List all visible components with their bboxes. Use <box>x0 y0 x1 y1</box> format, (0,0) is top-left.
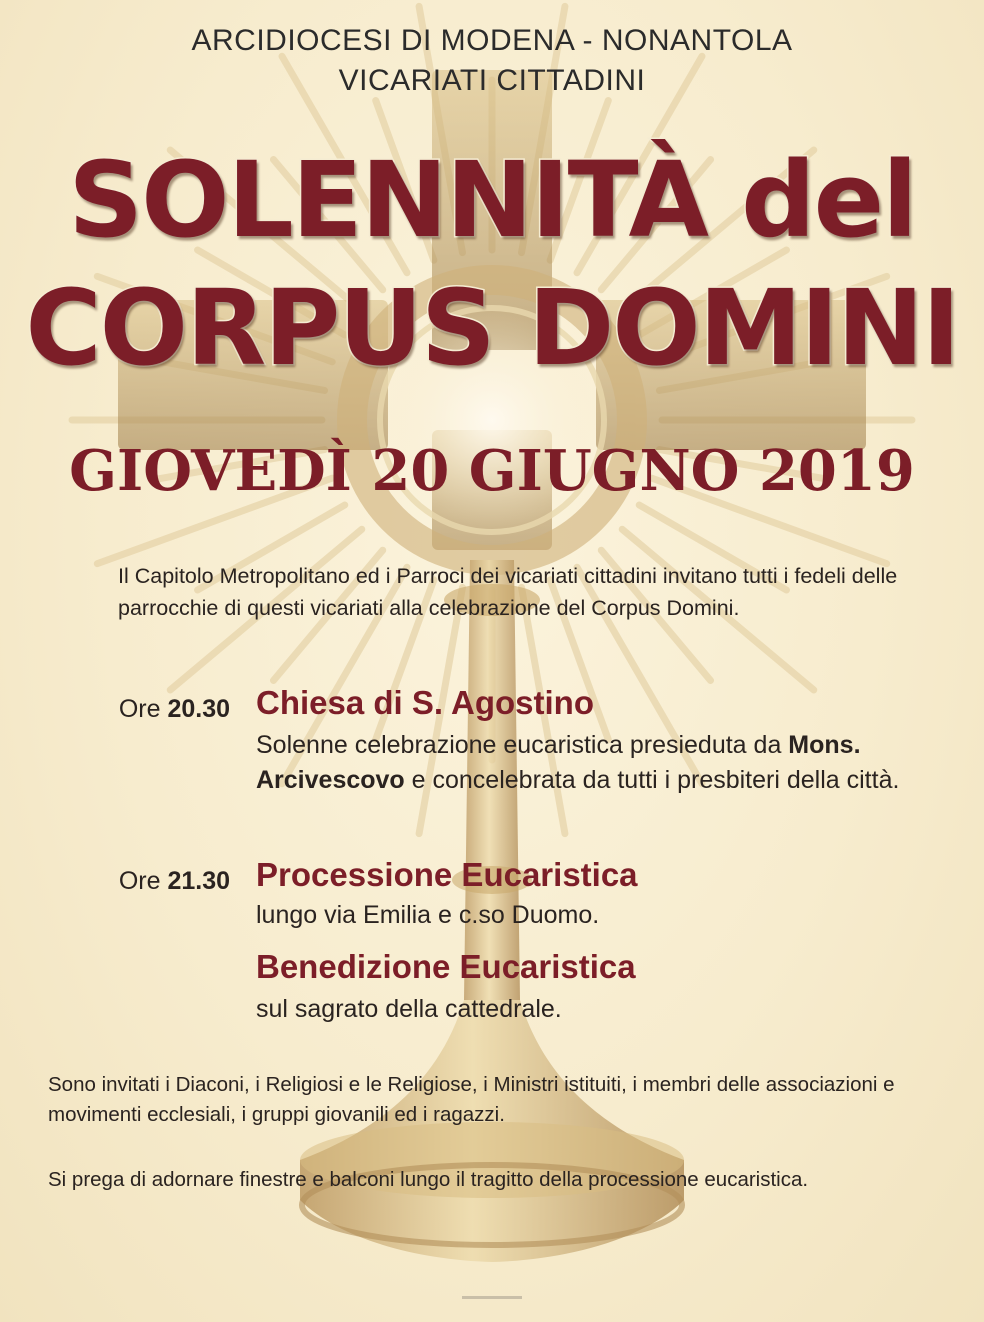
desc-bold: Mons. Arcivescovo <box>256 731 861 794</box>
desc-text: e concelebrata da tutti i presbiteri della città. <box>404 766 900 794</box>
event-title-1: Chiesa di S. Agostino <box>256 684 594 721</box>
event-time-2 <box>70 867 230 896</box>
event-title-3: Benedizione Eucaristica <box>256 948 636 985</box>
footer-invitation: Sono invitati i Diaconi, i Religiosi e le Religiose, i Ministri istituiti, i membri delle associazioni e movimenti ecclesiali, i gruppi giovanili ed i ragazzi. <box>48 1073 895 1126</box>
time-value: 21.30 <box>167 867 230 895</box>
event-time-1 <box>70 695 230 724</box>
event-desc-2: lungo via Emilia e c.so Duomo. <box>256 901 600 929</box>
archdiocese-name: ARCIDIOCESI DI MODENA - NONANTOLA <box>191 24 793 57</box>
time-value: 20.30 <box>167 695 230 723</box>
event-title-2: Processione Eucaristica <box>256 856 638 893</box>
title-line-2: CORPUS DOMINI <box>25 267 959 389</box>
footer-request: Si prega di adornare finestre e balconi lungo il tragitto della processione eucaristica. <box>48 1168 809 1191</box>
printer-credit <box>462 1296 522 1299</box>
desc-text: Solenne celebrazione eucaristica presieduta da <box>256 731 789 759</box>
title-line-1: SOLENNITÀ del <box>68 139 916 261</box>
vicariates-name: VICARIATI CITTADINI <box>338 64 646 97</box>
time-prefix: Ore <box>118 867 168 895</box>
event-date: GIOVEDÌ 20 GIUGNO 2019 <box>69 438 915 504</box>
time-prefix: Ore <box>118 695 168 723</box>
event-desc-1 <box>256 728 936 798</box>
event-desc-3: sul sagrato della cattedrale. <box>256 995 562 1023</box>
intro-paragraph: Il Capitolo Metropolitano ed i Parroci dei vicariati cittadini invitano tutti i fedeli delle parrocchie di questi vicariati alla celebrazione del Corpus Domini. <box>118 564 898 620</box>
